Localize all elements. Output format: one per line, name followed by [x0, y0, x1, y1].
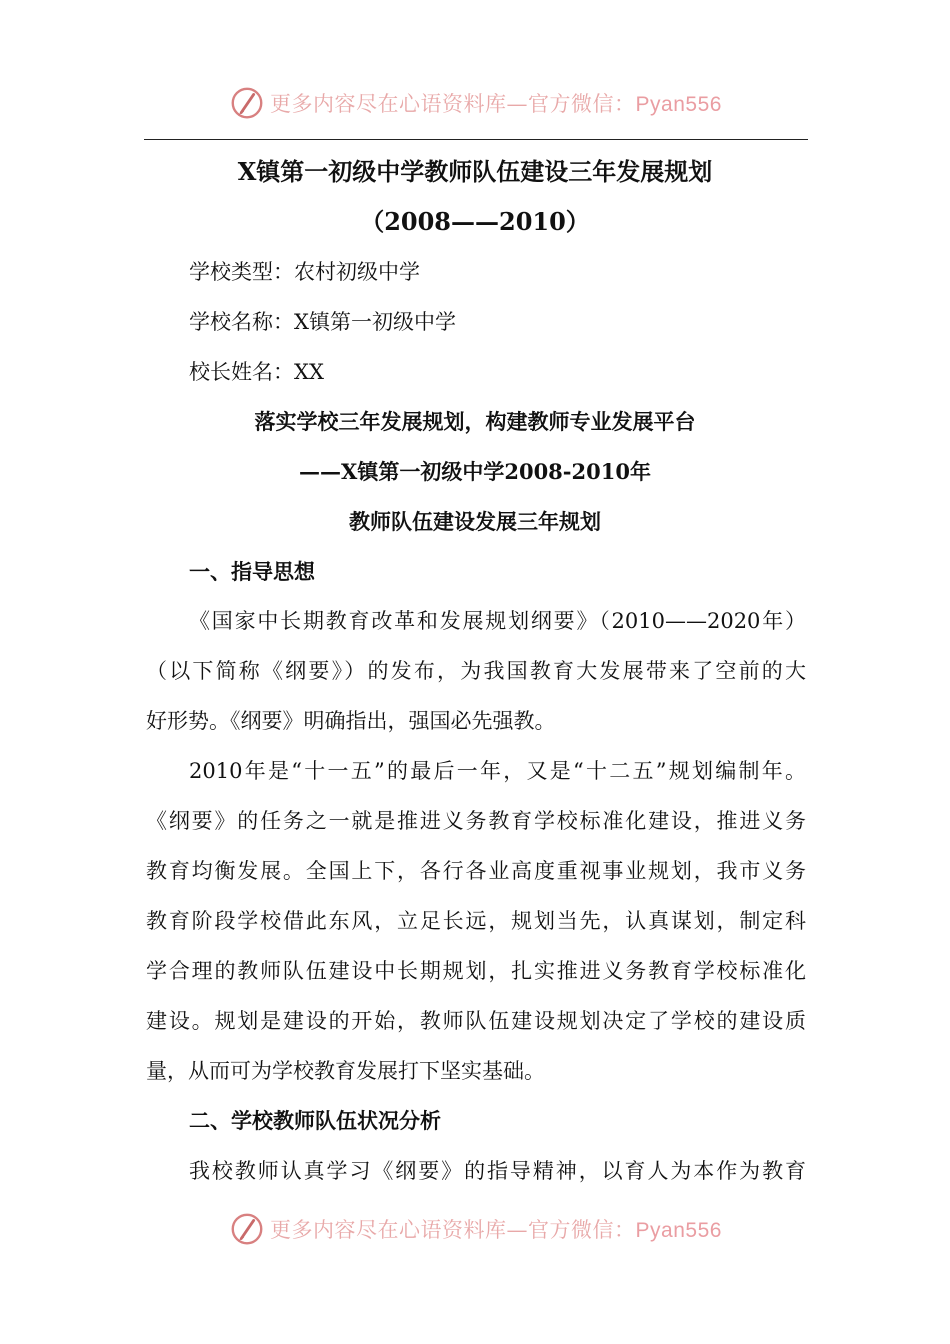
wechat-id: Pyan556 — [635, 1219, 722, 1242]
section-heading: 一、指导思想 — [189, 559, 315, 584]
header-divider — [144, 139, 808, 140]
wechat-id: Pyan556 — [635, 93, 722, 116]
paragraph-line: 好形势。《纲要》明确指出，强国必先强教。 — [146, 709, 556, 733]
paragraph-line: 建设。规划是建设的开始，教师队伍建设规划决定了学校的建设质 — [146, 1009, 806, 1033]
pen-logo-icon — [228, 1210, 266, 1248]
paragraph-line: （以下简称《纲要》）的发布，为我国教育大发展带来了空前的大 — [146, 659, 806, 683]
paragraph-line: 《纲要》的任务之一就是推进义务教育学校标准化建设，推进义务 — [146, 809, 806, 833]
watermark-text: 更多内容尽在心语资料库—官方微信：Pyan556 — [270, 92, 722, 116]
watermark-banner-top — [0, 83, 950, 123]
subtitle-line: ——X镇第一初级中学2008-2010年 — [299, 459, 651, 484]
paragraph-line: 教育阶段学校借此东风，立足长远，规划当先，认真谋划，制定科 — [146, 909, 806, 933]
document-title: X镇第一初级中学教师队伍建设三年发展规划 — [237, 157, 713, 186]
principal-name: 校长姓名：XX — [189, 360, 324, 384]
subtitle-line: 落实学校三年发展规划，构建教师专业发展平台 — [254, 409, 696, 434]
subtitle-line: 教师队伍建设发展三年规划 — [349, 509, 601, 534]
school-name: 学校名称：X镇第一初级中学 — [189, 310, 456, 334]
paragraph-line: 学合理的教师队伍建设中长期规划，扎实推进义务教育学校标准化 — [146, 959, 806, 983]
paragraph-line: 《国家中长期教育改革和发展规划纲要》（2010——2020年） — [189, 609, 806, 633]
watermark-banner-bottom — [0, 1209, 950, 1249]
paragraph-line: 我校教师认真学习《纲要》的指导精神，以育人为本作为教育 — [189, 1159, 806, 1183]
paragraph-line: 教育均衡发展。全国上下，各行各业高度重视事业规划，我市义务 — [146, 859, 806, 883]
paragraph-line: 2010年是“十一五”的最后一年，又是“十二五”规划编制年。 — [189, 759, 806, 783]
watermark-text: 更多内容尽在心语资料库—官方微信：Pyan556 — [270, 1218, 722, 1242]
document-years: （2008——2010） — [360, 207, 590, 236]
pen-logo-icon — [228, 84, 266, 122]
section-heading: 二、学校教师队伍状况分析 — [189, 1108, 441, 1133]
school-type: 学校类型：农村初级中学 — [189, 260, 420, 284]
paragraph-line: 量，从而可为学校教育发展打下坚实基础。 — [146, 1059, 545, 1083]
